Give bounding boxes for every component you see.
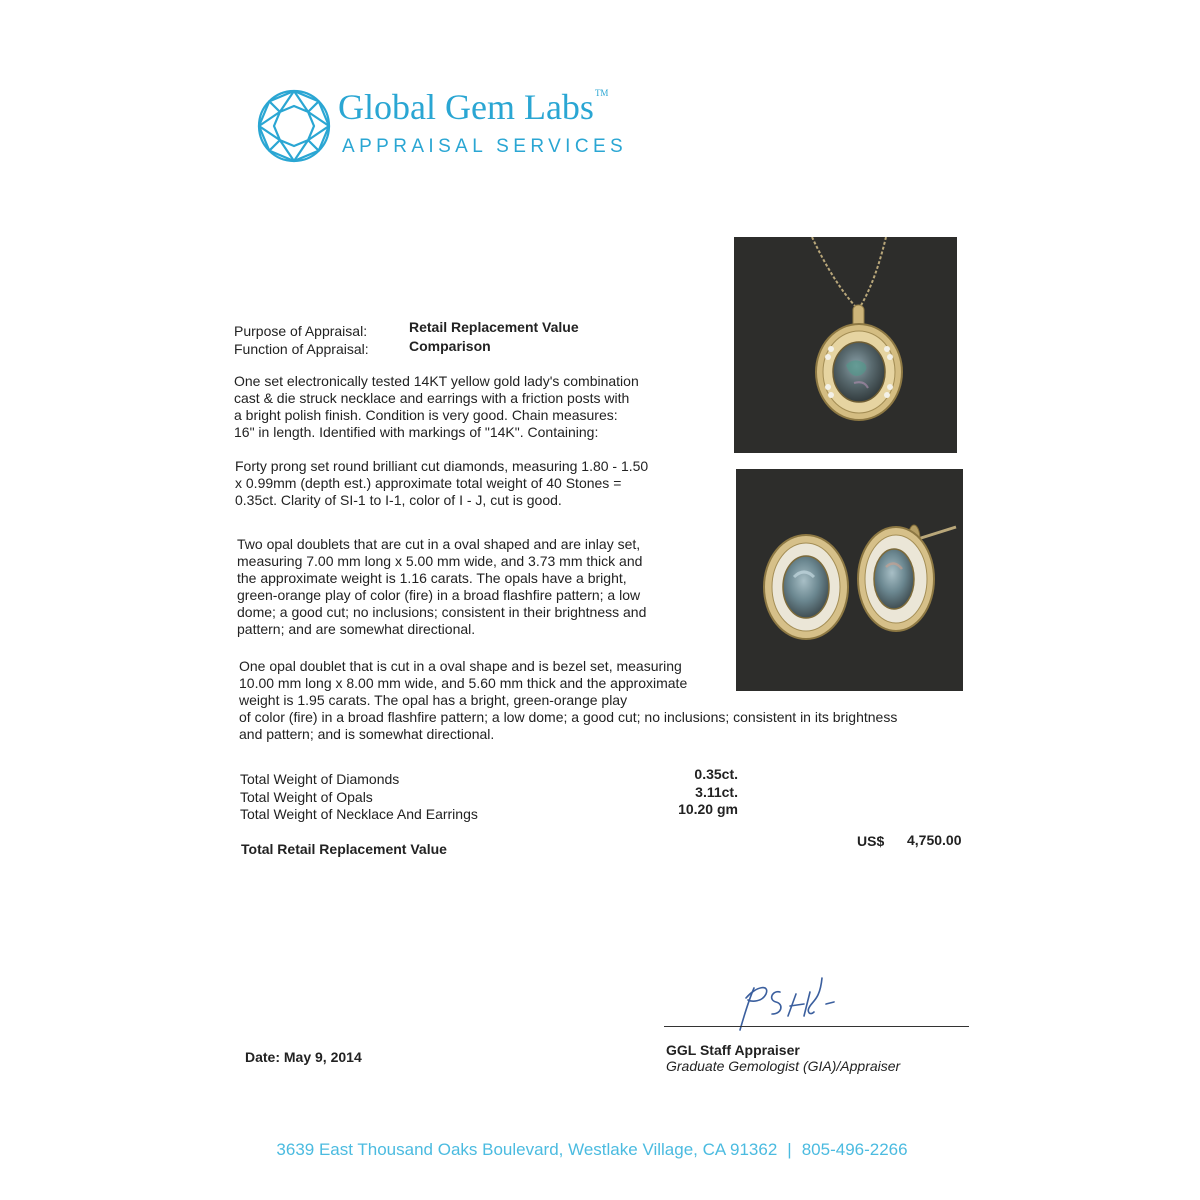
text-line: measuring 7.00 mm long x 5.00 mm wide, and 3.73 mm thick and	[237, 553, 643, 569]
text-line: weight is 1.95 carats. The opal has a bright, green-orange play	[239, 692, 628, 708]
function-value: Comparison	[409, 338, 491, 354]
purpose-label: Purpose of Appraisal:	[234, 323, 368, 339]
text-line: a bright polish finish. Condition is very good. Chain measures:	[234, 407, 618, 423]
diamond-logo-icon	[256, 88, 332, 164]
footer-contact	[0, 1140, 1184, 1160]
retail-value-amount: 4,750.00	[907, 832, 962, 848]
text-line: pattern; and are somewhat directional.	[237, 621, 476, 637]
text-line: green-orange play of color (fire) in a broad flashfire pattern; a low	[237, 587, 641, 603]
diamonds-weight-value: 0.35ct.	[694, 766, 738, 782]
text-line: 16" in length. Identified with markings of "14K". Containing:	[234, 424, 599, 440]
text-line: the approximate weight is 1.16 carats. The opals have a bright,	[237, 570, 627, 586]
text-line: 10.00 mm long x 8.00 mm wide, and 5.60 mm thick and the approximate	[239, 675, 688, 691]
description-paragraph-2	[235, 458, 648, 509]
trademark: TM	[594, 88, 609, 98]
footer-phone: 805-496-2266	[801, 1140, 908, 1159]
text-line: 0.35ct. Clarity of SI-1 to I-1, color of I - J, cut is good.	[235, 492, 562, 508]
set-weight-value: 10.20 gm	[678, 801, 738, 817]
text-line: x 0.99mm (depth est.) approximate total weight of 40 Stones =	[235, 475, 622, 491]
brand-name-text: Global Gem Labs	[338, 87, 594, 127]
text-line: Forty prong set round brilliant cut diamonds, measuring 1.80 - 1.50	[235, 458, 649, 474]
diamonds-weight-label: Total Weight of Diamonds	[240, 771, 400, 787]
appraiser-credential: Graduate Gemologist (GIA)/Appraiser	[666, 1058, 901, 1074]
text-line: and pattern; and is somewhat directional.	[239, 726, 495, 742]
text-line: One set electronically tested 14KT yellow gold lady's combination	[234, 373, 639, 389]
opals-weight-value: 3.11ct.	[695, 784, 738, 800]
set-weight-label: Total Weight of Necklace And Earrings	[240, 806, 478, 822]
signature-line	[664, 1026, 969, 1027]
footer-separator: |	[787, 1140, 792, 1159]
opals-weight-label: Total Weight of Opals	[240, 789, 373, 805]
description-paragraph-4	[239, 658, 897, 743]
currency-label: US$	[857, 833, 885, 849]
function-label: Function of Appraisal:	[234, 341, 369, 357]
necklace-photo	[734, 237, 957, 453]
appraisal-date: Date: May 9, 2014	[245, 1049, 362, 1065]
brand-name	[338, 86, 608, 128]
purpose-value: Retail Replacement Value	[409, 319, 579, 335]
text-line: Two opal doublets that are cut in a oval shaped and are inlay set,	[237, 536, 641, 552]
text-line: dome; a good cut; no inclusions; consistent in their brightness and	[237, 604, 647, 620]
description-paragraph-3	[237, 536, 646, 638]
retail-value-label: Total Retail Replacement Value	[241, 841, 447, 857]
text-line: of color (fire) in a broad flashfire pattern; a low dome; a good cut; no inclusions; consistent in its brightness	[239, 709, 898, 725]
appraiser-title: GGL Staff Appraiser	[666, 1042, 800, 1058]
brand-subtitle: APPRAISAL SERVICES	[342, 136, 628, 157]
handwritten-signature	[726, 972, 836, 1034]
text-line: One opal doublet that is cut in a oval shape and is bezel set, measuring	[239, 658, 682, 674]
text-line: cast & die struck necklace and earrings with a friction posts with	[234, 390, 630, 406]
description-paragraph-1	[234, 373, 639, 441]
footer-address: 3639 East Thousand Oaks Boulevard, Westlake Village, CA 91362	[276, 1140, 778, 1159]
